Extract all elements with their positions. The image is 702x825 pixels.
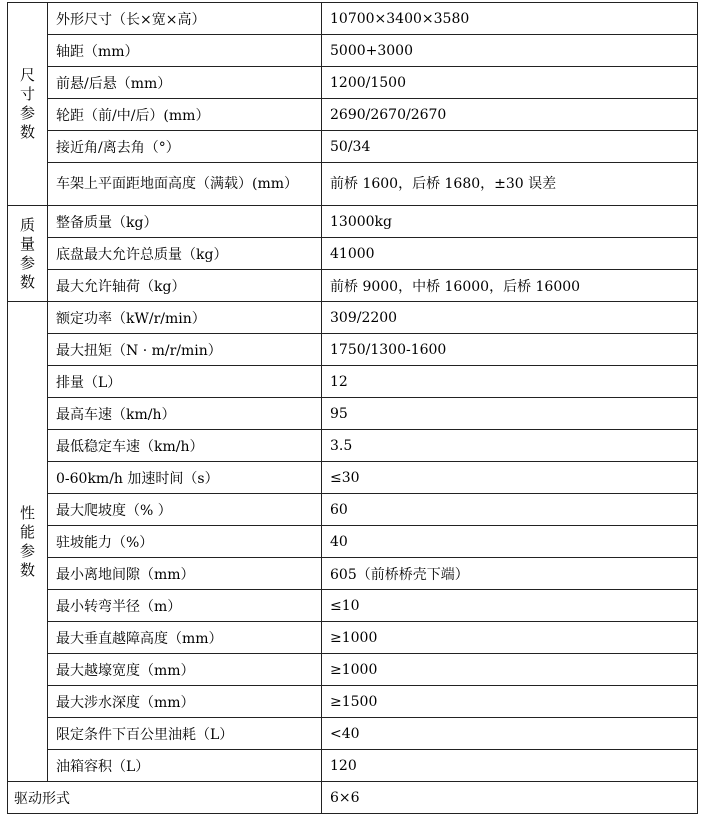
value-cell: 95 (322, 398, 698, 430)
table-row (8, 35, 698, 67)
spec-table (7, 2, 698, 814)
param-cell: 接近角/离去角（°） (48, 131, 322, 163)
param-cell: 轮距（前/中/后）(mm） (48, 99, 322, 131)
param-cell: 最小转弯半径（m） (48, 590, 322, 622)
spec-table-body (8, 3, 698, 814)
param-cell: 最大爬坡度（% ） (48, 494, 322, 526)
group-label-mass (8, 206, 48, 302)
value-cell: 1200/1500 (322, 67, 698, 99)
value-cell: 41000 (322, 238, 698, 270)
table-row (8, 590, 698, 622)
table-row (8, 206, 698, 238)
table-row (8, 654, 698, 686)
table-row (8, 622, 698, 654)
param-cell: 限定条件下百公里油耗（L） (48, 718, 322, 750)
table-row (8, 398, 698, 430)
value-cell: 120 (322, 750, 698, 782)
param-cell: 轴距（mm） (48, 35, 322, 67)
value-cell: <40 (322, 718, 698, 750)
param-cell: 排量（L） (48, 366, 322, 398)
table-row (8, 334, 698, 366)
param-cell: 底盘最大允许总质量（kg） (48, 238, 322, 270)
table-row (8, 163, 698, 206)
value-cell: 3.5 (322, 430, 698, 462)
param-cell: 最大涉水深度（mm） (48, 686, 322, 718)
table-row (8, 302, 698, 334)
param-cell: 整备质量（kg） (48, 206, 322, 238)
param-cell: 油箱容积（L） (48, 750, 322, 782)
value-cell: 前桥 1600，后桥 1680，±30 误差 (322, 163, 698, 206)
value-cell: 2690/2670/2670 (322, 99, 698, 131)
table-row (8, 430, 698, 462)
param-cell: 最大越壕宽度（mm） (48, 654, 322, 686)
param-cell: 额定功率（kW/r/min） (48, 302, 322, 334)
table-row (8, 686, 698, 718)
value-cell: 12 (322, 366, 698, 398)
table-row (8, 462, 698, 494)
value-cell: 40 (322, 526, 698, 558)
table-row (8, 67, 698, 99)
value-cell: 13000kg (322, 206, 698, 238)
value-cell: 5000+3000 (322, 35, 698, 67)
table-row (8, 750, 698, 782)
param-cell: 车架上平面距地面高度（满载）(mm） (48, 163, 322, 206)
table-row (8, 99, 698, 131)
param-cell: 最大扭矩（N · m/r/min） (48, 334, 322, 366)
value-cell: ≥1000 (322, 654, 698, 686)
table-row (8, 3, 698, 35)
drive-label-cell: 驱动形式 (8, 782, 322, 814)
table-row (8, 494, 698, 526)
value-cell: 1750/1300-1600 (322, 334, 698, 366)
value-cell: 60 (322, 494, 698, 526)
group-label-dimensions (8, 3, 48, 206)
param-cell: 驻坡能力（%） (48, 526, 322, 558)
param-cell: 外形尺寸（长×宽×高） (48, 3, 322, 35)
value-cell: 前桥 9000，中桥 16000，后桥 16000 (322, 270, 698, 302)
value-cell: ≤10 (322, 590, 698, 622)
value-cell: ≤30 (322, 462, 698, 494)
group-label-text: 质量参数 (19, 215, 35, 291)
param-cell: 最高车速（km/h） (48, 398, 322, 430)
value-cell: ≥1500 (322, 686, 698, 718)
param-cell: 最小离地间隙（mm） (48, 558, 322, 590)
drive-value-cell: 6×6 (322, 782, 698, 814)
table-row (8, 238, 698, 270)
table-row (8, 366, 698, 398)
value-cell: 309/2200 (322, 302, 698, 334)
table-row (8, 718, 698, 750)
value-cell: 50/34 (322, 131, 698, 163)
table-row (8, 131, 698, 163)
param-cell: 前悬/后悬（mm） (48, 67, 322, 99)
param-cell: 最低稳定车速（km/h） (48, 430, 322, 462)
value-cell: 10700×3400×3580 (322, 3, 698, 35)
table-row (8, 558, 698, 590)
table-row-drive (8, 782, 698, 814)
param-cell: 0-60km/h 加速时间（s） (48, 462, 322, 494)
param-cell: 最大允许轴荷（kg） (48, 270, 322, 302)
value-cell: ≥1000 (322, 622, 698, 654)
group-label-text: 尺寸参数 (19, 66, 35, 141)
group-label-performance (8, 302, 48, 782)
value-cell: 605（前桥桥壳下端） (322, 558, 698, 590)
table-row (8, 526, 698, 558)
group-label-text: 性能参数 (19, 503, 35, 579)
param-cell: 最大垂直越障高度（mm） (48, 622, 322, 654)
table-row (8, 270, 698, 302)
